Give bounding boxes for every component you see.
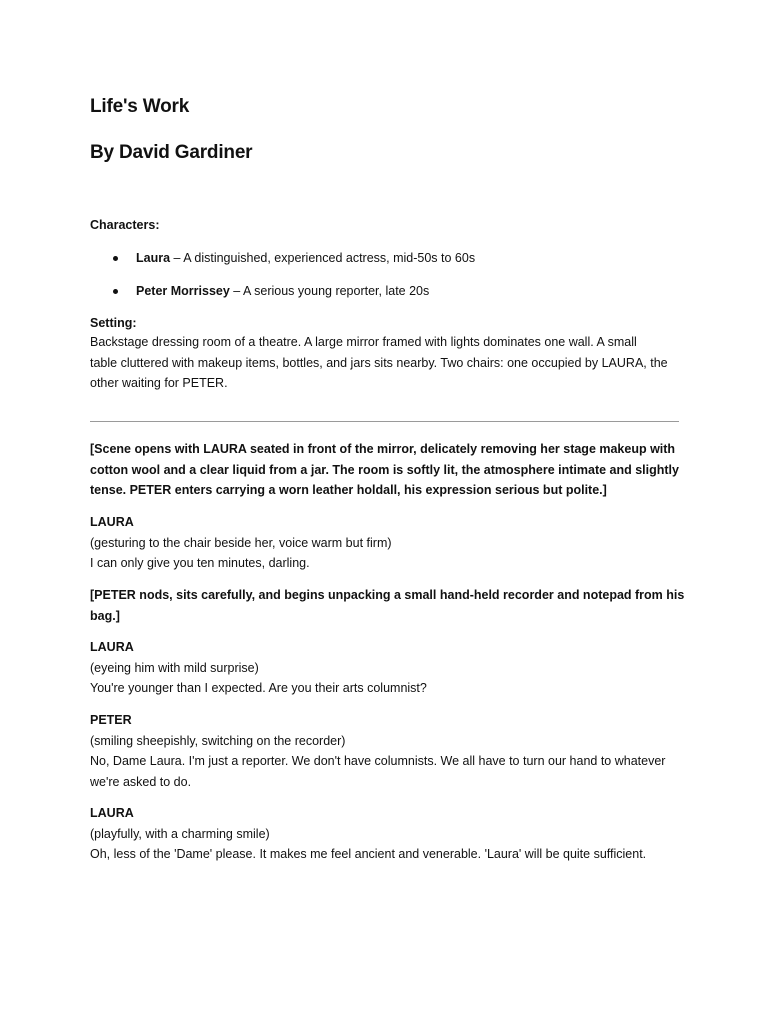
play-author: By David Gardiner — [90, 142, 253, 163]
direction-line: [PETER nods, sits carefully, and begins unpacking a small hand-held recorder and notepad from his — [90, 588, 685, 602]
parenthetical: (eyeing him with mild surprise) — [90, 660, 259, 675]
dialogue-line: You're younger than I expected. Are you their arts columnist? — [90, 681, 427, 695]
dialogue-line: Oh, less of the 'Dame' please. It makes me feel ancient and venerable. 'Laura' will be quite sufficient. — [90, 847, 647, 861]
bullet-icon — [113, 289, 118, 294]
character-list — [90, 249, 680, 315]
speaker-name: LAURA — [90, 640, 134, 654]
direction-line: cotton wool and a clear liquid from a jar. The room is softly lit, the atmosphere intimate and slightly — [90, 462, 679, 477]
speaker-name: LAURA — [90, 515, 134, 529]
setting-description — [90, 332, 680, 394]
setting-line: other waiting for PETER. — [90, 376, 228, 390]
character-description: – A serious young reporter, late 20s — [229, 284, 430, 298]
speaker-name: PETER — [90, 713, 132, 727]
character-name: Peter Morrissey — [136, 284, 230, 298]
stage-direction — [90, 585, 685, 626]
bullet-icon — [113, 256, 118, 261]
speaker-name: LAURA — [90, 806, 134, 820]
character-item — [90, 249, 680, 267]
parenthetical: (playfully, with a charming smile) — [90, 826, 270, 841]
direction-line: [Scene opens with LAURA seated in front of the mirror, delicately removing her stage makeup with — [90, 442, 676, 456]
characters-heading: Characters: — [90, 218, 160, 232]
dialogue-block — [90, 512, 680, 574]
parenthetical: (smiling sheepishly, switching on the recorder) — [90, 733, 346, 748]
setting-line: Backstage dressing room of a theatre. A large mirror framed with lights dominates one wall. A small — [90, 335, 637, 349]
character-description: – A distinguished, experienced actress, mid-50s to 60s — [170, 251, 476, 265]
direction-line: bag.] — [90, 608, 120, 623]
dialogue-line: No, Dame Laura. I'm just a reporter. We don't have columnists. We all have to turn our hand to whatever — [90, 754, 666, 768]
dialogue-line: we're asked to do. — [90, 774, 192, 789]
character-item — [90, 282, 680, 300]
character-name: Laura — [136, 251, 171, 265]
dialogue-block — [90, 710, 680, 792]
play-title: Life's Work — [90, 96, 190, 117]
dialogue-block — [90, 637, 680, 699]
stage-direction — [90, 439, 680, 501]
parenthetical: (gesturing to the chair beside her, voice warm but firm) — [90, 535, 392, 550]
dialogue-block — [90, 803, 680, 865]
direction-line: tense. PETER enters carrying a worn leather holdall, his expression serious but polite.] — [90, 483, 607, 497]
section-divider — [90, 421, 679, 422]
setting-heading: Setting: — [90, 316, 137, 330]
dialogue-line: I can only give you ten minutes, darling. — [90, 556, 310, 570]
setting-line: table cluttered with makeup items, bottles, and jars sits nearby. Two chairs: one occupied by LAURA, the — [90, 355, 668, 370]
